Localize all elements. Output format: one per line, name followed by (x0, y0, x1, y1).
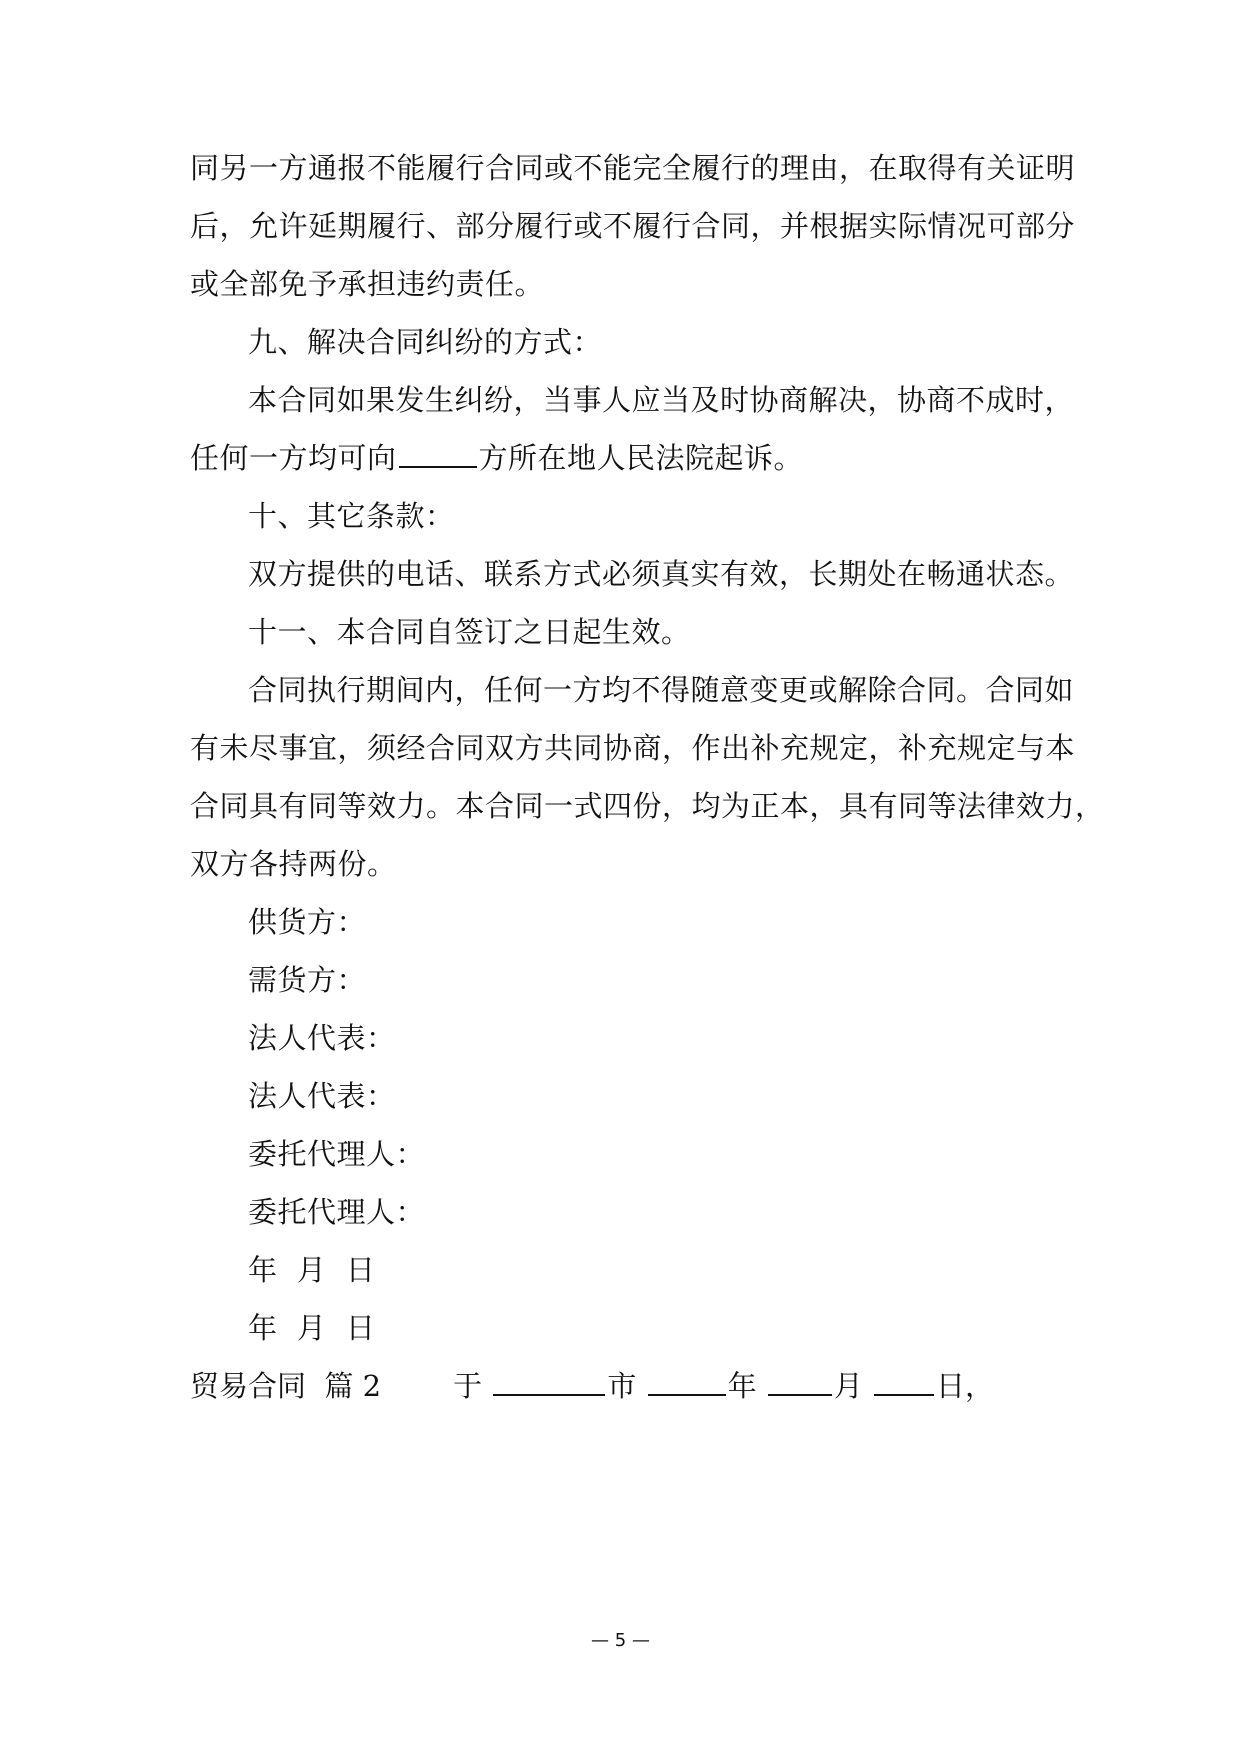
signature-field: 需货方： (248, 963, 367, 997)
paragraph-line: 合同执行期间内，任何一方均不得随意变更或解除合同。合同如 (248, 673, 1075, 707)
paragraph-line: 合同具有同等效力。本合同一式四份，均为正本，具有同等法律效力， (190, 789, 1105, 823)
text-segment: 月 (833, 1369, 863, 1403)
section-heading: 九、解决合同纠纷的方式： (248, 325, 603, 359)
blank-line (768, 1368, 832, 1396)
text-segment: 市 (607, 1369, 637, 1403)
blank-line (493, 1368, 605, 1396)
section-heading: 十一、本合同自签订之日起生效。 (248, 615, 691, 649)
paragraph-line: 后，允许延期履行、部分履行或不履行合同，并根据实际情况可部分 (190, 209, 1076, 243)
blank-line (399, 440, 477, 468)
text-segment: 任何一方均可向 (190, 441, 397, 475)
paragraph-line (190, 438, 803, 478)
text-segment: 方所在地人民法院起诉。 (478, 441, 804, 475)
text-segment: 年 (727, 1369, 757, 1403)
date-field: 年 月 日 (248, 1253, 376, 1287)
signature-field: 委托代理人： (248, 1195, 426, 1229)
paragraph-line: 本合同如果发生纠纷，当事人应当及时协商解决，协商不成时， (248, 383, 1075, 417)
section-heading: 十、其它条款： (248, 499, 455, 533)
signature-field: 供货方： (248, 905, 367, 939)
paragraph-line: 或全部免予承担违约责任。 (190, 267, 545, 301)
paragraph-line: 同另一方通报不能履行合同或不能完全履行的理由，在取得有关证明 (190, 151, 1076, 185)
text-segment: 日， (936, 1369, 995, 1403)
blank-line (874, 1368, 934, 1396)
blank-line (648, 1368, 726, 1396)
next-section-line (190, 1366, 994, 1406)
signature-field: 法人代表： (248, 1079, 396, 1113)
page-number: — 5 — (591, 1630, 650, 1651)
paragraph-line: 有未尽事宜，须经合同双方共同协商，作出补充规定，补充规定与本 (190, 731, 1076, 765)
text-segment: 于 (453, 1369, 483, 1403)
signature-field: 法人代表： (248, 1021, 396, 1055)
signature-field: 委托代理人： (248, 1137, 426, 1171)
next-section-title: 贸易合同 篇 2 (190, 1369, 382, 1403)
paragraph-line: 双方各持两份。 (190, 847, 397, 881)
paragraph-line: 双方提供的电话、联系方式必须真实有效，长期处在畅通状态。 (248, 557, 1075, 591)
date-field: 年 月 日 (248, 1311, 376, 1345)
